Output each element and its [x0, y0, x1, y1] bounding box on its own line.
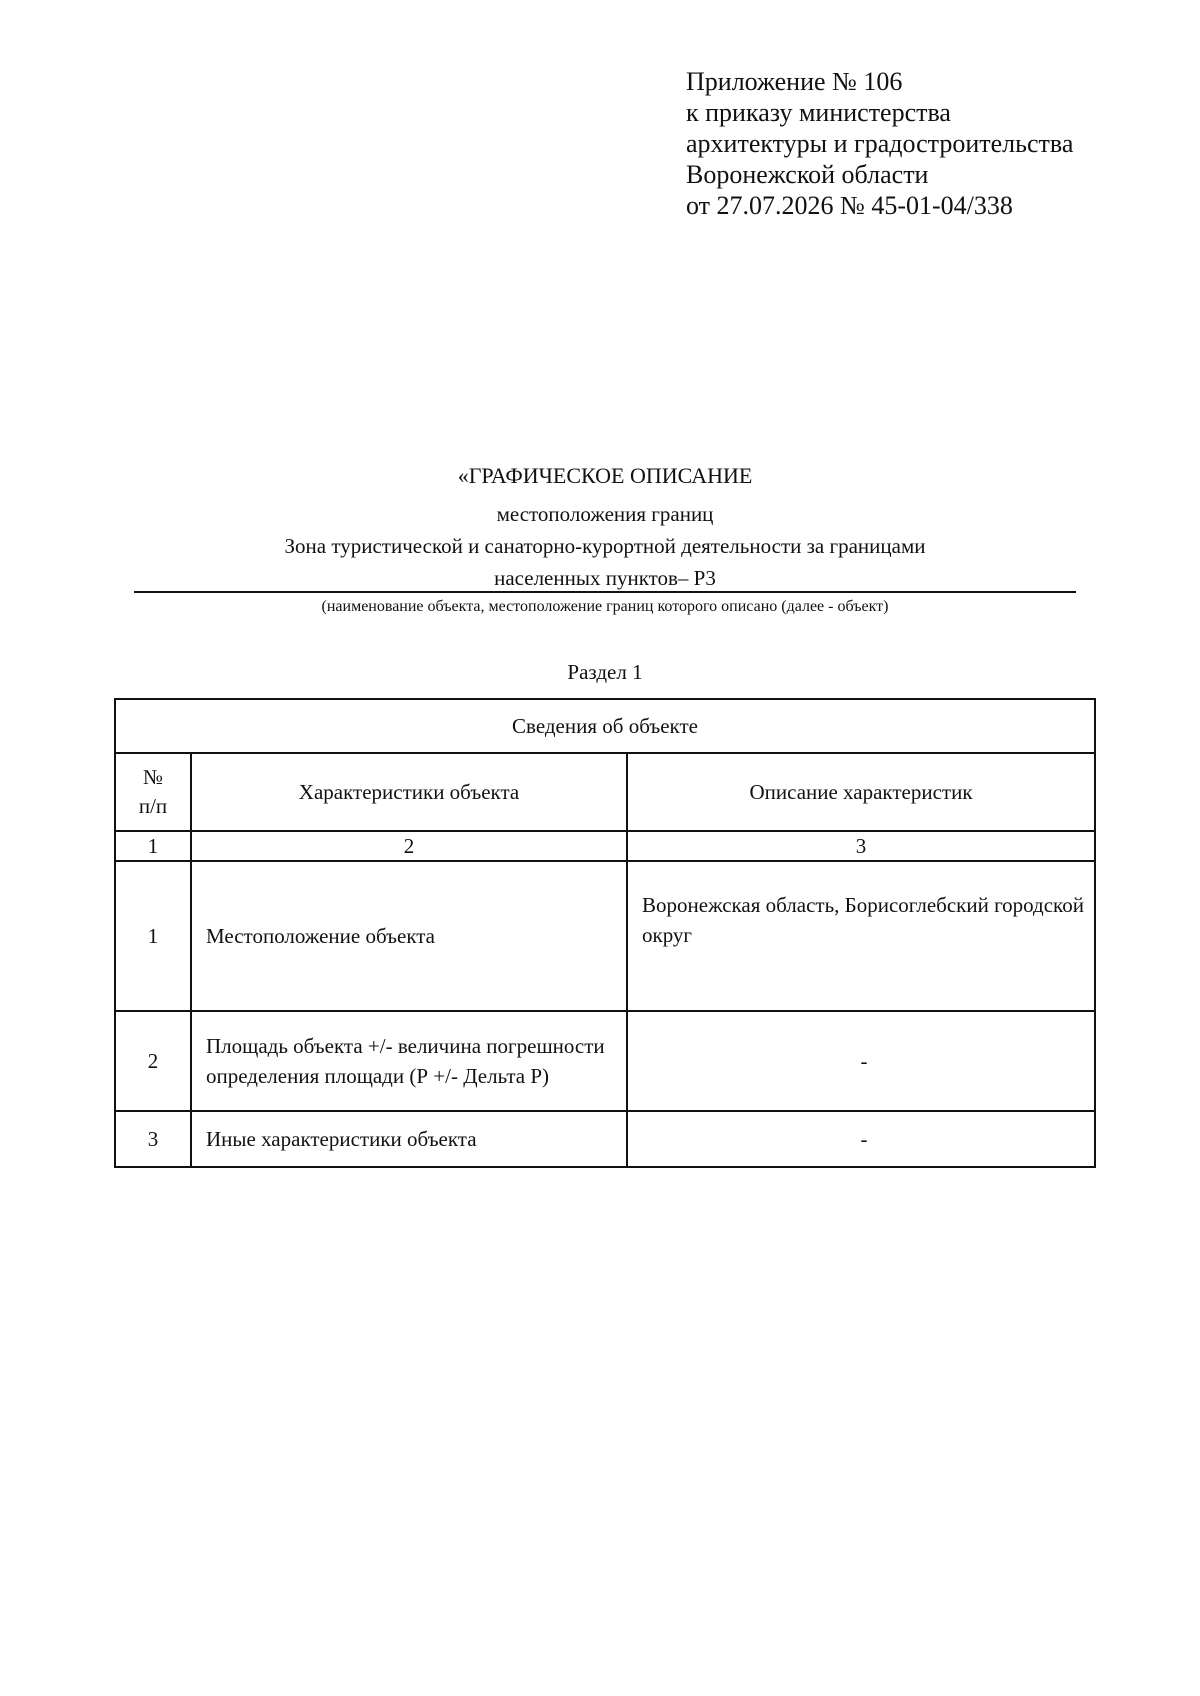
table-caption: Сведения об объекте: [115, 699, 1095, 753]
row-number: 1: [115, 861, 191, 1011]
row-characteristic: Иные характеристики объекта: [191, 1111, 627, 1167]
appendix-line: Воронежской области: [686, 160, 929, 189]
section-label: Раздел 1: [567, 660, 643, 684]
header-number: № п/п: [115, 753, 191, 831]
appendix-line: Приложение № 106: [686, 67, 903, 96]
appendix-line: к приказу министерства: [686, 98, 951, 127]
document-subtitle: [134, 498, 1076, 594]
header-description: Описание характеристик: [627, 753, 1095, 831]
table-row: [115, 861, 1095, 1011]
row-description: -: [627, 1011, 1095, 1111]
table-row: [115, 1111, 1095, 1167]
column-number: 2: [191, 831, 627, 861]
header-characteristic: Характеристики объекта: [191, 753, 627, 831]
column-number: 3: [627, 831, 1095, 861]
row-characteristic: Площадь объекта +/- величина погрешности определения площади (Р +/- Дельта Р): [191, 1011, 627, 1111]
row-description: Воронежская область, Борисоглебский городской округ: [627, 861, 1095, 1011]
object-caption: (наименование объекта, местоположение границ которого описано (далее - объект): [321, 598, 889, 615]
column-number: 1: [115, 831, 191, 861]
appendix-line: архитектуры и градостроительства: [686, 129, 1074, 158]
table-row: [115, 1011, 1095, 1111]
subtitle-line: Зона туристической и санаторно-курортной деятельности за границами: [284, 534, 926, 558]
appendix-line: от 27.07.2026 № 45-01-04/338: [686, 191, 1013, 220]
row-description: -: [627, 1111, 1095, 1167]
appendix-reference: [686, 66, 1073, 221]
subtitle-line: населенных пунктов– Р3: [494, 566, 716, 590]
subtitle-line: местоположения границ: [496, 502, 714, 526]
object-name-underline: [134, 591, 1076, 593]
row-characteristic: Местоположение объекта: [191, 861, 627, 1011]
document-title: «ГРАФИЧЕСКОЕ ОПИСАНИЕ: [457, 463, 753, 488]
row-number: 3: [115, 1111, 191, 1167]
object-info-table: [114, 698, 1096, 1168]
row-number: 2: [115, 1011, 191, 1111]
